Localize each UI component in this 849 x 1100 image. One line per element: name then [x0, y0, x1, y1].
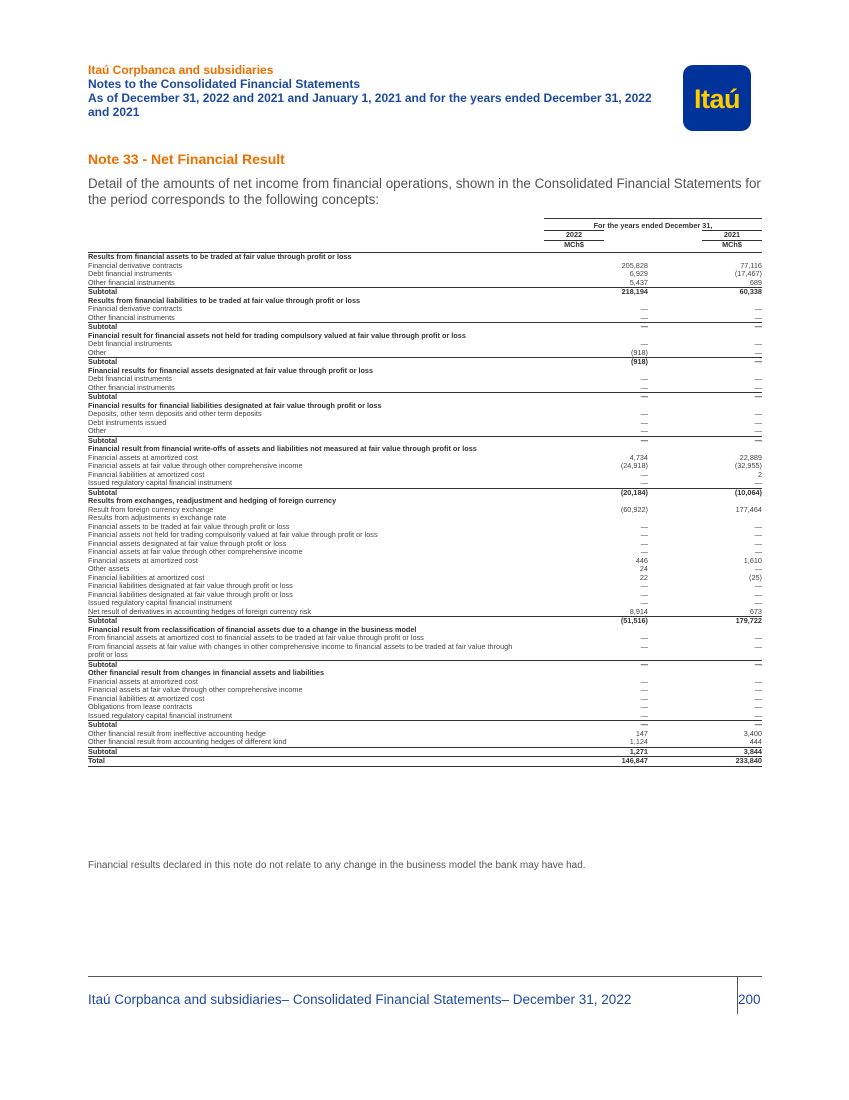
- value-2021: —: [754, 581, 762, 590]
- footer-text: Itaú Corpbanca and subsidiaries– Consolidated Financial Statements– December 31, 2022: [88, 992, 632, 1007]
- row-label: Financial result from financial write-offs of assets and liabilities not measured at fair value through profit or loss: [88, 444, 477, 453]
- row-label: Debt instruments issued: [88, 417, 167, 427]
- value-2022: —: [640, 339, 648, 348]
- value-2022: —: [640, 417, 648, 427]
- table-row: [88, 643, 762, 660]
- row-label: Issued regulatory capital financial instrument: [88, 710, 232, 720]
- row-label: Results from adjustments in exchange rate: [88, 513, 227, 522]
- value-2021: —: [754, 435, 762, 445]
- value-2021: 2: [757, 469, 762, 479]
- note-title: Note 33 - Net Financial Result: [88, 151, 285, 167]
- value-2021: —: [754, 426, 762, 435]
- row-label: Financial result for financial assets not held for trading compulsory valued at fair value through profit or loss: [88, 330, 466, 340]
- row-label: Other financial instruments: [88, 277, 175, 287]
- table-row: [88, 712, 762, 721]
- value-2022: —: [640, 478, 648, 487]
- value-2021: —: [754, 382, 762, 392]
- row-label: Results from financial liabilities to be traded at fair value through profit or loss: [88, 295, 361, 305]
- value-2021: —: [754, 521, 762, 531]
- value-2022: —: [640, 702, 648, 711]
- value-2021: —: [754, 374, 762, 383]
- value-2021: 233,840: [735, 756, 762, 765]
- column-unit: MCh$: [544, 240, 604, 250]
- row-label: Net result of derivatives in accounting hedges of foreign currency risk: [88, 606, 312, 616]
- value-2021: —: [754, 598, 762, 607]
- row-label: Financial liabilities at amortized cost: [88, 572, 205, 582]
- value-2022: 147: [635, 728, 648, 738]
- table-row: [88, 557, 762, 566]
- period-header: For the years ended December 31,: [544, 218, 762, 231]
- row-label: Financial results for financial liabilities designated at fair value through profit or loss: [88, 400, 382, 410]
- value-2021: 3,844: [743, 746, 762, 756]
- row-label: Other financial result from changes in financial assets and liabilities: [88, 668, 325, 677]
- row-label: Subtotal: [88, 357, 118, 366]
- net-financial-result-table: [88, 218, 762, 767]
- row-label: Subtotal: [88, 616, 118, 625]
- value-2021: —: [754, 564, 762, 573]
- value-2022: —: [640, 538, 648, 548]
- value-2021: —: [754, 312, 762, 322]
- value-2022: (24,918): [620, 461, 648, 470]
- value-2022: —: [640, 382, 648, 392]
- value-2021: 22,889: [739, 452, 762, 462]
- column-year: 2021: [702, 230, 762, 240]
- page-number: 200: [738, 992, 761, 1007]
- value-2022: 446: [635, 555, 648, 565]
- value-2021: —: [754, 339, 762, 348]
- value-2021: 60,338: [739, 287, 762, 296]
- row-label: Financial assets at amortized cost: [88, 555, 198, 565]
- value-2021: (10,064): [734, 487, 762, 497]
- value-2021: 3,400: [743, 728, 762, 738]
- value-2022: —: [640, 530, 648, 539]
- row-label: From financial assets at fair value with changes in other comprehensive income to financial assets to be traded at fair value through profit or loss: [88, 641, 513, 659]
- section-heading-row: [88, 367, 762, 376]
- row-label: Financial liabilities designated at fair value through profit or loss: [88, 589, 293, 599]
- row-label: Financial liabilities at amortized cost: [88, 469, 205, 479]
- table-row: [88, 427, 762, 436]
- value-2022: —: [640, 312, 648, 322]
- value-2022: —: [640, 409, 648, 418]
- row-label: Issued regulatory capital financial instrument: [88, 478, 232, 487]
- value-2022: 5,437: [629, 277, 648, 287]
- value-2022: 218,194: [621, 287, 648, 296]
- value-2021: —: [754, 676, 762, 686]
- value-2022: (918): [630, 357, 648, 366]
- table-row: [88, 279, 762, 288]
- value-2021: 179,722: [735, 616, 762, 625]
- row-label: Subtotal: [88, 720, 118, 729]
- logo-text: Itaú: [693, 84, 740, 114]
- value-2021: —: [754, 702, 762, 711]
- row-label: Other assets: [88, 564, 130, 573]
- row-label: Subtotal: [88, 322, 118, 331]
- value-2022: —: [640, 426, 648, 435]
- row-label: Subtotal: [88, 392, 118, 401]
- value-2021: 673: [749, 606, 762, 616]
- value-2022: —: [640, 589, 648, 599]
- row-label: Other financial instruments: [88, 382, 175, 392]
- row-label: Financial assets not held for trading compulsorily valued at fair value through profit or loss: [88, 530, 378, 539]
- value-2021: —: [754, 693, 762, 703]
- intro-paragraph: Detail of the amounts of net income from financial operations, shown in the Consolidated Financial Statements for the period corresponds to the following concepts:: [88, 176, 761, 207]
- value-2021: (17,467): [734, 269, 762, 278]
- value-2021: —: [754, 409, 762, 418]
- value-2022: (918): [630, 347, 648, 357]
- value-2021: —: [754, 530, 762, 539]
- row-label: Financial assets at fair value through other comprehensive income: [88, 547, 303, 556]
- notes-title: Notes to the Consolidated Financial Statements: [88, 77, 361, 91]
- table-row: [88, 305, 762, 314]
- value-2022: —: [640, 322, 648, 331]
- value-2021: —: [754, 417, 762, 427]
- value-2022: —: [640, 598, 648, 607]
- row-label: Other financial result from accounting hedges of different kind: [88, 737, 287, 746]
- table-row: [88, 738, 762, 747]
- value-2022: (60,922): [620, 504, 648, 514]
- value-2022: (51,516): [620, 616, 648, 625]
- column-year: 2022: [544, 230, 604, 240]
- row-label: Financial assets at fair value through other comprehensive income: [88, 685, 303, 694]
- value-2022: 6,929: [629, 269, 648, 278]
- row-label: Subtotal: [88, 435, 118, 445]
- value-2021: —: [754, 547, 762, 556]
- row-label: Financial assets at fair value through other comprehensive income: [88, 461, 303, 470]
- value-2021: —: [754, 685, 762, 694]
- row-label: From financial assets at amortized cost to financial assets to be traded at fair value through profit or loss: [88, 633, 424, 642]
- value-2022: 146,847: [621, 756, 648, 765]
- section-heading-row: [88, 297, 762, 306]
- row-label: Other: [88, 347, 107, 357]
- table-body: [88, 253, 762, 767]
- value-2021: 177,464: [735, 504, 762, 514]
- value-2021: —: [754, 589, 762, 599]
- row-label: Debt financial instruments: [88, 269, 172, 278]
- row-label: Issued regulatory capital financial instrument: [88, 598, 232, 607]
- value-2022: 4,734: [629, 452, 648, 462]
- value-2021: —: [754, 347, 762, 357]
- row-label: Subtotal: [88, 487, 118, 497]
- row-label: Financial result from reclassification of financial assets due to a change in the business model: [88, 624, 417, 634]
- value-2021: (32,955): [734, 461, 762, 470]
- value-2021: —: [754, 392, 762, 401]
- itau-logo: [683, 65, 751, 131]
- table-row: [88, 410, 762, 419]
- table-row: [88, 419, 762, 428]
- value-2021: —: [754, 322, 762, 331]
- value-2022: —: [640, 693, 648, 703]
- footer-rule: [88, 976, 762, 977]
- table-header: [88, 218, 762, 253]
- table-row: [88, 340, 762, 349]
- row-label: Financial results for financial assets designated at fair value through profit or loss: [88, 365, 374, 375]
- value-2022: —: [640, 659, 648, 669]
- value-2022: 8,914: [629, 606, 648, 616]
- value-2022: 22: [639, 572, 648, 582]
- value-2021: —: [754, 357, 762, 366]
- value-2021: —: [754, 710, 762, 720]
- value-2021: (25): [749, 572, 762, 582]
- table-row: [88, 270, 762, 279]
- value-2021: 77,116: [740, 260, 762, 270]
- company-name: Itaú Corpbanca and subsidiaries: [88, 63, 274, 77]
- value-2021: —: [754, 304, 762, 313]
- value-2021: —: [754, 633, 762, 642]
- value-2021: —: [754, 659, 762, 669]
- value-2022: —: [640, 392, 648, 401]
- value-2022: —: [640, 685, 648, 694]
- table-row: [88, 479, 762, 488]
- section-heading-row: [88, 253, 762, 262]
- value-2021: —: [754, 538, 762, 548]
- value-2021: 689: [749, 277, 762, 287]
- subtotal-row: [88, 747, 762, 757]
- row-label: Financial assets at amortized cost: [88, 676, 198, 686]
- row-label: Result from foreign currency exchange: [88, 504, 214, 514]
- row-label: Subtotal: [88, 287, 118, 296]
- row-label: Financial assets at amortized cost: [88, 452, 198, 462]
- value-2022: 24: [639, 564, 648, 573]
- value-2022: 1,271: [629, 746, 648, 756]
- row-label: Financial liabilities at amortized cost: [88, 693, 205, 703]
- row-label: Results from financial assets to be traded at fair value through profit or loss: [88, 252, 352, 261]
- row-label: Financial derivative contracts: [88, 260, 183, 270]
- value-2022: —: [640, 469, 648, 479]
- row-label: Total: [88, 756, 105, 765]
- column-2022: [544, 230, 604, 249]
- row-label: Subtotal: [88, 659, 118, 669]
- value-2022: —: [640, 633, 648, 642]
- row-label: Deposits, other term deposits and other term deposits: [88, 409, 262, 418]
- table-row: [88, 375, 762, 384]
- section-heading-row: [88, 332, 762, 341]
- value-2022: 1,124: [629, 737, 648, 746]
- table-row: [88, 349, 762, 358]
- value-2022: —: [640, 304, 648, 313]
- table-row: [88, 262, 762, 271]
- value-2021: —: [754, 641, 762, 651]
- value-2022: —: [640, 641, 648, 651]
- row-label: Financial assets to be traded at fair value through profit or loss: [88, 521, 290, 531]
- row-label: Financial derivative contracts: [88, 304, 183, 313]
- footnote: Financial results declared in this note do not relate to any change in the business model the bank may have had.: [88, 860, 586, 871]
- row-label: Debt financial instruments: [88, 339, 172, 348]
- value-2022: —: [640, 521, 648, 531]
- value-2022: —: [640, 374, 648, 383]
- total-row: [88, 756, 762, 767]
- value-2021: 444: [749, 737, 762, 746]
- period-line-2: and 2021: [88, 105, 140, 119]
- column-unit: MCh$: [702, 240, 762, 250]
- row-label: Financial liabilities designated at fair value through profit or loss: [88, 581, 293, 590]
- column-2021: [702, 230, 762, 249]
- row-label: Obligations from lease contracts: [88, 702, 193, 711]
- page-header: [88, 63, 688, 119]
- row-label: Other financial instruments: [88, 312, 175, 322]
- value-2022: —: [640, 720, 648, 729]
- value-2021: 1,610: [743, 555, 762, 565]
- row-label: Financial assets designated at fair value through profit or loss: [88, 538, 287, 548]
- value-2022: —: [640, 581, 648, 590]
- value-2021: —: [754, 478, 762, 487]
- row-label: Results from exchanges, readjustment and hedging of foreign currency: [88, 496, 337, 505]
- value-2022: 205,828: [621, 260, 648, 270]
- value-2021: —: [754, 720, 762, 729]
- value-2022: —: [640, 710, 648, 720]
- row-label: Other: [88, 426, 107, 435]
- row-label: Debt financial instruments: [88, 374, 172, 383]
- value-2022: —: [640, 547, 648, 556]
- value-2022: (20,184): [620, 487, 648, 497]
- value-2022: —: [640, 676, 648, 686]
- period-line-1: As of December 31, 2022 and 2021 and January 1, 2021 and for the years ended December 31, 2022: [88, 91, 652, 105]
- table-row: [88, 314, 762, 323]
- row-label: Subtotal: [88, 746, 118, 756]
- table-row: [88, 384, 762, 393]
- value-2022: —: [640, 435, 648, 445]
- row-label: Other financial result from ineffective accounting hedge: [88, 728, 266, 738]
- table-row: [88, 608, 762, 617]
